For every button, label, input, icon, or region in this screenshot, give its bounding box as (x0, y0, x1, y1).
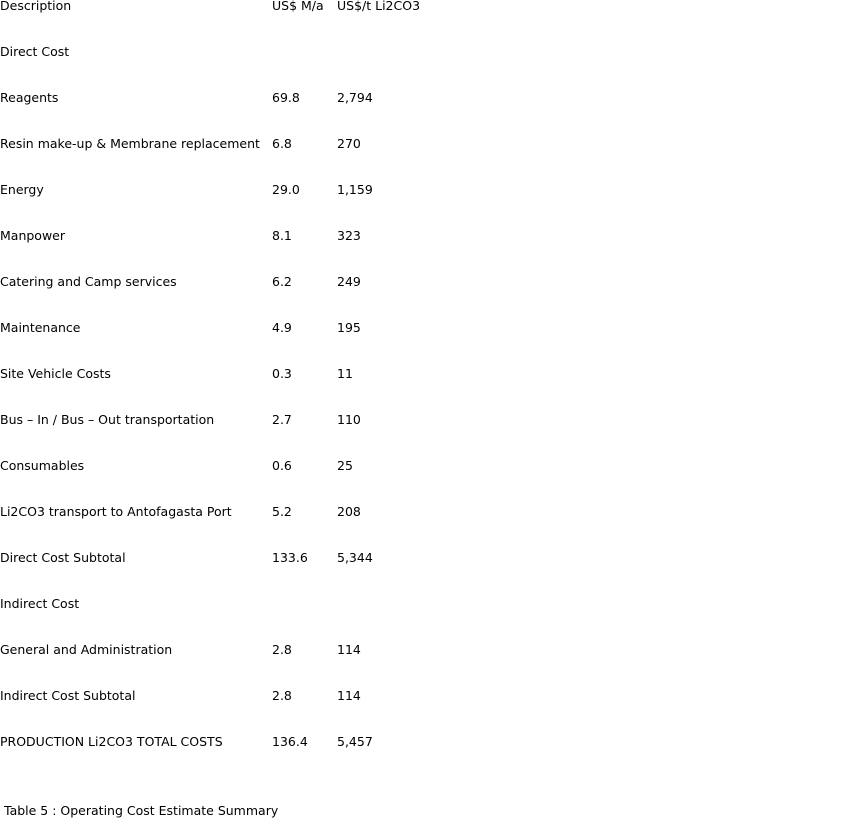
row-label: Manpower (0, 228, 66, 243)
column-header-usd-per-tonne: US$/t Li2CO3 (337, 0, 421, 13)
table-row (0, 368, 520, 414)
table-row (0, 92, 520, 138)
row-label: Catering and Camp services (0, 274, 177, 289)
row-label: Direct Cost Subtotal (0, 550, 126, 565)
row-value-mpa: 69.8 (272, 90, 300, 105)
table-row (0, 644, 520, 690)
table-header-row (0, 0, 520, 46)
row-label: Indirect Cost Subtotal (0, 688, 136, 703)
table-caption: Table 5 : Operating Cost Estimate Summary (4, 803, 279, 818)
row-value-mpa: 133.6 (272, 550, 308, 565)
row-value-per-tonne: 114 (337, 688, 361, 703)
row-value-per-tonne (337, 598, 520, 644)
row-value-per-tonne: 1,159 (337, 182, 373, 197)
table-row (0, 506, 520, 552)
table-row (0, 736, 520, 782)
row-value-mpa: 8.1 (272, 228, 292, 243)
table-row (0, 598, 520, 644)
row-value-mpa (272, 46, 337, 92)
table-row (0, 230, 520, 276)
row-value-per-tonne: 323 (337, 228, 361, 243)
row-value-per-tonne: 249 (337, 274, 361, 289)
row-label: Resin make-up & Membrane replacement (0, 136, 260, 151)
row-value-per-tonne: 195 (337, 320, 361, 335)
row-value-per-tonne: 208 (337, 504, 361, 519)
row-value-per-tonne: 270 (337, 136, 361, 151)
row-label: Site Vehicle Costs (0, 366, 111, 381)
table-row (0, 552, 520, 598)
row-value-per-tonne (337, 46, 520, 92)
row-value-mpa: 6.8 (272, 136, 292, 151)
row-value-per-tonne: 110 (337, 412, 361, 427)
row-label: Indirect Cost (0, 596, 80, 611)
row-value-mpa: 2.8 (272, 642, 292, 657)
row-value-mpa: 5.2 (272, 504, 292, 519)
table-row (0, 138, 520, 184)
row-value-per-tonne: 11 (337, 366, 353, 381)
row-label: PRODUCTION Li2CO3 TOTAL COSTS (0, 734, 223, 749)
row-value-mpa: 2.8 (272, 688, 292, 703)
table-row (0, 184, 520, 230)
row-label: Consumables (0, 458, 85, 473)
row-label: Li2CO3 transport to Antofagasta Port (0, 504, 232, 519)
table-row (0, 46, 520, 92)
row-label: Maintenance (0, 320, 81, 335)
column-header-description: Description (0, 0, 72, 13)
row-value-mpa (272, 598, 337, 644)
row-value-per-tonne: 5,344 (337, 550, 373, 565)
row-label: Energy (0, 182, 44, 197)
table-row (0, 690, 520, 736)
row-label: Reagents (0, 90, 59, 105)
row-value-mpa: 0.3 (272, 366, 292, 381)
row-label: General and Administration (0, 642, 173, 657)
row-value-mpa: 6.2 (272, 274, 292, 289)
row-value-mpa: 4.9 (272, 320, 292, 335)
row-value-per-tonne: 114 (337, 642, 361, 657)
row-value-per-tonne: 2,794 (337, 90, 373, 105)
row-value-per-tonne: 25 (337, 458, 353, 473)
row-value-mpa: 136.4 (272, 734, 308, 749)
row-value-mpa: 2.7 (272, 412, 292, 427)
row-value-mpa: 0.6 (272, 458, 292, 473)
table-row (0, 322, 520, 368)
table-row (0, 414, 520, 460)
row-label: Direct Cost (0, 44, 70, 59)
row-label: Bus – In / Bus – Out transportation (0, 412, 215, 427)
table-row (0, 460, 520, 506)
column-header-usd-per-annum: US$ M/a (272, 0, 324, 13)
row-value-mpa: 29.0 (272, 182, 300, 197)
table-row (0, 276, 520, 322)
row-value-per-tonne: 5,457 (337, 734, 373, 749)
